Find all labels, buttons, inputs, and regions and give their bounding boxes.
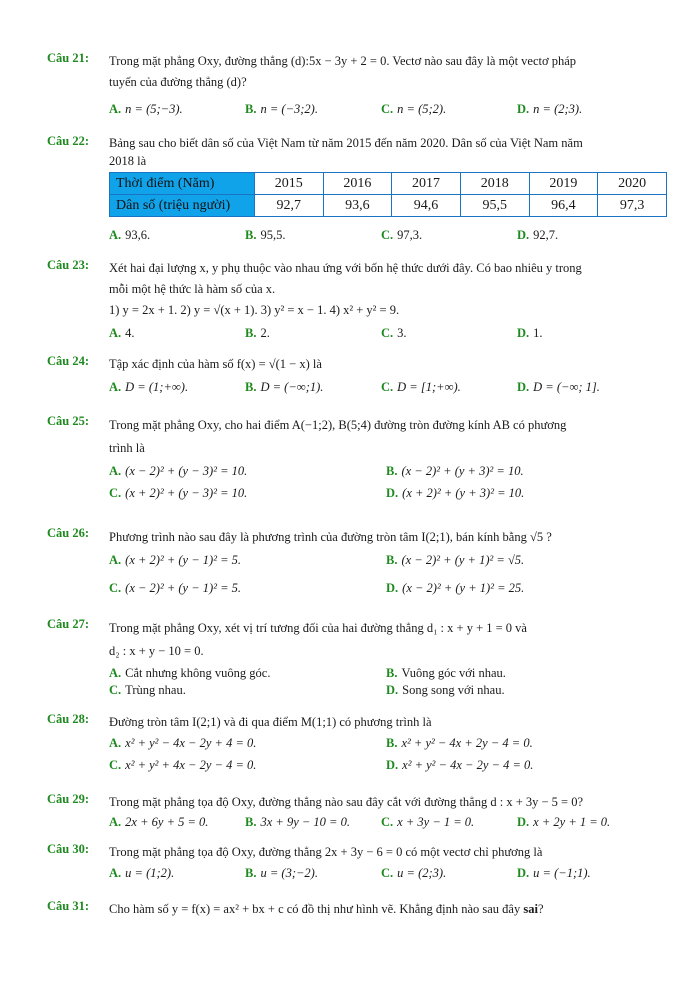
- question-label: Câu 29:: [47, 792, 90, 806]
- option-d[interactable]: D. n = (2;3).: [517, 102, 583, 116]
- question-text: Trong mặt phẳng tọa độ Oxy, đường thẳng nào sau đây cắt với đường thẳng d : x + 3y − 5 = 0?: [109, 795, 584, 809]
- table-cell: 2016: [323, 173, 392, 195]
- question-text: trình là: [109, 441, 145, 455]
- table-header-population: Dân số (triệu người): [110, 195, 255, 217]
- table-cell: 2017: [392, 173, 461, 195]
- question-relations: 1) y = 2x + 1. 2) y = √(x + 1). 3) y² = x − 1. 4) x² + y² = 9.: [109, 303, 400, 317]
- option-b[interactable]: B. (x − 2)² + (y + 1)² = √5.: [386, 553, 525, 567]
- option-a[interactable]: A. u = (1;2).: [109, 866, 175, 880]
- table-header-year: Thời điểm (Năm): [110, 173, 255, 195]
- question-text: mỗi một hệ thức là hàm số của x.: [109, 282, 276, 296]
- question-26: [47, 526, 667, 599]
- table-cell: 2020: [598, 173, 667, 195]
- question-text: Trong mặt phẳng tọa độ Oxy, đường thẳng 2x + 3y − 6 = 0 có một vectơ chỉ phương là: [109, 845, 543, 859]
- option-a[interactable]: A. x² + y² − 4x − 2y + 4 = 0.: [109, 736, 257, 750]
- option-c[interactable]: C. 3.: [381, 326, 407, 340]
- table-row: [110, 195, 667, 217]
- option-a[interactable]: A. Cắt nhưng không vuông góc.: [109, 666, 271, 680]
- question-21: [47, 51, 667, 121]
- option-c[interactable]: C. Trùng nhau.: [109, 683, 186, 697]
- option-d[interactable]: D. D = (−∞; 1].: [517, 380, 600, 394]
- option-d[interactable]: D. Song song với nhau.: [386, 683, 505, 697]
- option-a[interactable]: A. n = (5;−3).: [109, 102, 183, 116]
- question-text: Bảng sau cho biết dân số của Việt Nam từ năm 2015 đến năm 2020. Dân số của Việt Nam năm: [109, 136, 583, 150]
- emphasis-word: sai: [523, 902, 538, 916]
- option-b[interactable]: B. Vuông góc với nhau.: [386, 666, 506, 680]
- question-text: Phương trình nào sau đây là phương trình của đường tròn tâm I(2;1), bán kính bằng √5 ?: [109, 530, 552, 544]
- option-c[interactable]: C. (x + 2)² + (y − 3)² = 10.: [109, 486, 248, 500]
- question-text: d₂ : x + y − 10 = 0.: [109, 644, 204, 658]
- question-25: [47, 414, 667, 504]
- table-cell: 94,6: [392, 195, 461, 217]
- question-label: Câu 23:: [47, 258, 90, 272]
- table-cell: 2019: [529, 173, 598, 195]
- question-text: Cho hàm số y = f(x) = ax² + bx + c có đồ thị như hình vẽ. Khẳng định nào sau đây sai?: [109, 902, 544, 916]
- option-c[interactable]: C. 97,3.: [381, 228, 423, 242]
- option-b[interactable]: B. 3x + 9y − 10 = 0.: [245, 815, 350, 829]
- question-text: Trong mặt phẳng Oxy, xét vị trí tương đối của hai đường thẳng d₁ : x + y + 1 = 0 và: [109, 621, 527, 635]
- question-text: Tập xác định của hàm số f(x) = √(1 − x) là: [109, 357, 322, 371]
- table-cell: 95,5: [460, 195, 529, 217]
- option-b[interactable]: B. x² + y² − 4x + 2y − 4 = 0.: [386, 736, 533, 750]
- question-30: [47, 842, 667, 884]
- question-22: [47, 134, 667, 247]
- question-text: Trong mặt phẳng Oxy, đường thẳng (d):5x − 3y + 2 = 0. Vectơ nào sau đây là một vectơ pháp: [109, 54, 577, 68]
- option-b[interactable]: B. 95,5.: [245, 228, 286, 242]
- option-c[interactable]: C. n = (5;2).: [381, 102, 447, 116]
- table-cell: 2018: [460, 173, 529, 195]
- option-d[interactable]: D. u = (−1;1).: [517, 866, 591, 880]
- option-b[interactable]: B. 2.: [245, 326, 270, 340]
- option-d[interactable]: D. x + 2y + 1 = 0.: [517, 815, 611, 829]
- table-cell: 2015: [254, 173, 323, 195]
- table-cell: 93,6: [323, 195, 392, 217]
- option-d[interactable]: D. (x − 2)² + (y + 1)² = 25.: [386, 581, 525, 595]
- option-c[interactable]: C. x + 3y − 1 = 0.: [381, 815, 475, 829]
- option-c[interactable]: C. x² + y² + 4x − 2y − 4 = 0.: [109, 758, 257, 772]
- question-label: Câu 21:: [47, 51, 90, 65]
- table-cell: 92,7: [254, 195, 323, 217]
- option-a[interactable]: A. 2x + 6y + 5 = 0.: [109, 815, 209, 829]
- option-b[interactable]: B. (x − 2)² + (y + 3)² = 10.: [386, 464, 524, 478]
- option-d[interactable]: D. (x + 2)² + (y + 3)² = 10.: [386, 486, 525, 500]
- question-text: 2018 là: [109, 154, 147, 168]
- question-label: Câu 27:: [47, 617, 90, 631]
- question-label: Câu 26:: [47, 526, 90, 540]
- question-label: Câu 25:: [47, 414, 90, 428]
- option-a[interactable]: A. (x − 2)² + (y − 3)² = 10.: [109, 464, 248, 478]
- option-c[interactable]: C. D = [1;+∞).: [381, 380, 461, 394]
- question-label: Câu 30:: [47, 842, 90, 856]
- option-d[interactable]: D. 1.: [517, 326, 543, 340]
- table-cell: 97,3: [598, 195, 667, 217]
- question-31: [47, 899, 667, 919]
- question-23: [47, 258, 667, 345]
- question-24: [47, 354, 667, 399]
- option-c[interactable]: C. (x − 2)² + (y − 1)² = 5.: [109, 581, 242, 595]
- question-label: Câu 22:: [47, 134, 90, 148]
- option-a[interactable]: A. D = (1;+∞).: [109, 380, 189, 394]
- question-text: Đường tròn tâm I(2;1) và đi qua điểm M(1;1) có phương trình là: [109, 715, 432, 729]
- option-d[interactable]: D. 92,7.: [517, 228, 559, 242]
- table-cell: 96,4: [529, 195, 598, 217]
- question-text: tuyến của đường thẳng (d)?: [109, 75, 247, 89]
- question-label: Câu 28:: [47, 712, 90, 726]
- question-text: Trong mặt phẳng Oxy, cho hai điểm A(−1;2), B(5;4) đường tròn đường kính AB có phương: [109, 418, 567, 432]
- question-27: [47, 617, 667, 699]
- question-28: [47, 712, 667, 776]
- table-row: [110, 173, 667, 195]
- option-d[interactable]: D. x² + y² − 4x − 2y − 4 = 0.: [386, 758, 534, 772]
- question-29: [47, 792, 667, 832]
- option-b[interactable]: B. u = (3;−2).: [245, 866, 318, 880]
- option-a[interactable]: A. 4.: [109, 326, 135, 340]
- question-label: Câu 31:: [47, 899, 90, 913]
- option-a[interactable]: A. 93,6.: [109, 228, 151, 242]
- option-b[interactable]: B. D = (−∞;1).: [245, 380, 324, 394]
- option-c[interactable]: C. u = (2;3).: [381, 866, 447, 880]
- question-text: Xét hai đại lượng x, y phụ thuộc vào nhau ứng với bốn hệ thức dưới đây. Có bao nhiêu y trong: [109, 261, 582, 275]
- option-b[interactable]: B. n = (−3;2).: [245, 102, 318, 116]
- population-table: [109, 172, 667, 217]
- question-label: Câu 24:: [47, 354, 90, 368]
- option-a[interactable]: A. (x + 2)² + (y − 1)² = 5.: [109, 553, 242, 567]
